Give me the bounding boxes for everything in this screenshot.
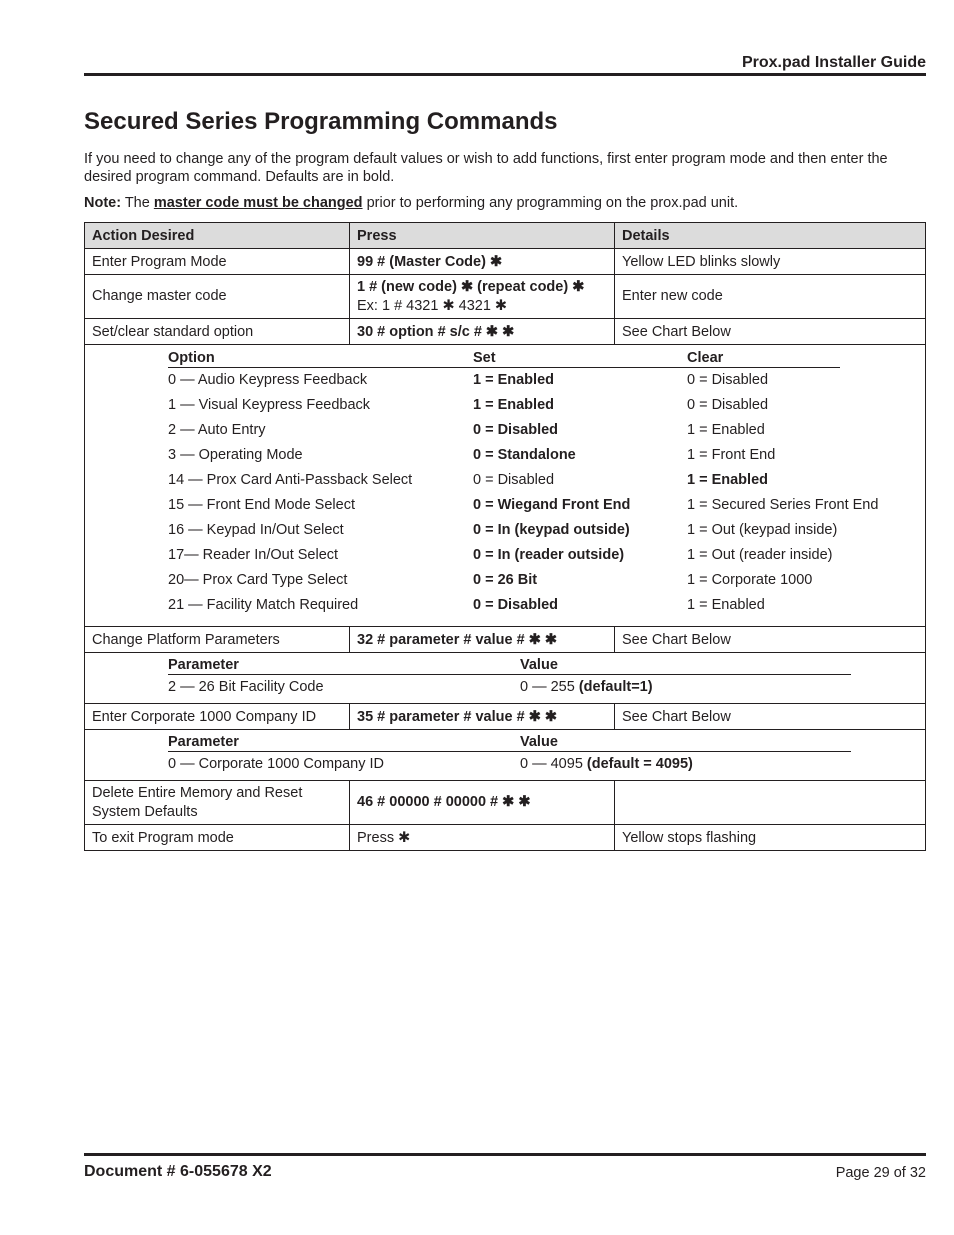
corporate-params-header — [92, 732, 918, 752]
corporate-param-row — [92, 752, 918, 777]
press-cell — [350, 825, 615, 851]
table-row — [85, 781, 926, 825]
press-cell: 32 # parameter # value # ✱ ✱ — [350, 627, 615, 653]
options-subtable-row — [85, 345, 926, 627]
details-cell — [615, 781, 926, 825]
action-cell: Enter Corporate 1000 Company ID — [85, 704, 350, 730]
details-cell: Yellow stops flashing — [615, 825, 926, 851]
press-cell — [350, 275, 615, 319]
option-set: 1 = Enabled — [473, 372, 554, 388]
header-title: Prox.pad Installer Guide — [741, 54, 926, 71]
footer-rule — [84, 1153, 926, 1156]
corporate-params — [92, 730, 918, 780]
option-rows — [92, 368, 918, 618]
option-clear: 1 = Secured Series Front End — [687, 497, 879, 513]
corporate-subtable-row — [85, 730, 926, 781]
option-clear: 0 = Disabled — [687, 372, 769, 388]
platform-params — [92, 653, 918, 703]
option-clear: 1 = Corporate 1000 — [687, 572, 813, 588]
table-row — [85, 275, 926, 319]
press-cell: 30 # option # s/c # ✱ ✱ — [350, 319, 615, 345]
press-cell: 35 # parameter # value # ✱ ✱ — [350, 704, 615, 730]
press-line: 1 # (new code) ✱ (repeat code) ✱ — [357, 278, 585, 295]
platform-value-plain: 0 — 255 — [520, 679, 579, 695]
option-row — [92, 443, 918, 468]
note-emphasis: master code must be changed — [153, 195, 363, 211]
option-row — [92, 543, 918, 568]
option-row — [92, 393, 918, 418]
details-cell: Yellow LED blinks slowly — [615, 249, 926, 275]
note-paragraph — [84, 194, 926, 212]
press-cell: 46 # 00000 # 00000 # ✱ ✱ — [350, 781, 615, 825]
details-cell: See Chart Below — [615, 704, 926, 730]
options-header — [92, 348, 918, 368]
table-row — [85, 825, 926, 851]
options-grid — [92, 345, 918, 626]
option-set: 1 = Enabled — [473, 397, 554, 413]
table-row — [85, 627, 926, 653]
option-set: 0 = Wiegand Front End — [473, 497, 631, 513]
footer-page-number: Page 29 of 32 — [835, 1165, 926, 1181]
option-name: 16 — Keypad In/Out Select — [168, 522, 344, 538]
note-post: prior to performing any programming on the prox.pad unit. — [362, 195, 739, 211]
options-header-clear: Clear — [687, 350, 724, 366]
option-row — [92, 418, 918, 443]
commands-table — [84, 222, 926, 851]
option-row — [92, 368, 918, 393]
option-clear: 1 = Enabled — [687, 597, 765, 613]
option-set: 0 = In (keypad outside) — [473, 522, 630, 538]
option-set: 0 = 26 Bit — [473, 572, 538, 588]
note-label: Note: — [84, 195, 122, 211]
corporate-value-default: (default = 4095) — [586, 756, 693, 772]
header-details: Details — [615, 223, 926, 249]
option-name: 14 — Prox Card Anti-Passback Select — [168, 472, 413, 488]
platform-value — [520, 675, 653, 700]
option-row — [92, 568, 918, 593]
option-clear: 1 = Enabled — [687, 422, 765, 438]
header-press: Press — [350, 223, 615, 249]
option-set: 0 = In (reader outside) — [473, 547, 625, 563]
option-name: 17— Reader In/Out Select — [168, 547, 339, 563]
table-row — [85, 249, 926, 275]
header-rule — [84, 73, 926, 76]
platform-param-row — [92, 675, 918, 700]
option-row — [92, 518, 918, 543]
action-line: Delete Entire Memory and Reset — [92, 784, 303, 801]
option-set: 0 = Disabled — [473, 597, 559, 613]
action-cell: Set/clear standard option — [85, 319, 350, 345]
press-cell: 99 # (Master Code) ✱ — [350, 249, 615, 275]
platform-param: 2 — 26 Bit Facility Code — [168, 679, 324, 695]
option-set: 0 = Disabled — [473, 422, 559, 438]
platform-subtable-row — [85, 653, 926, 704]
action-line: System Defaults — [92, 803, 198, 820]
details-cell: See Chart Below — [615, 319, 926, 345]
option-name: 15 — Front End Mode Select — [168, 497, 355, 513]
action-cell: Change Platform Parameters — [85, 627, 350, 653]
option-name: 2 — Auto Entry — [168, 422, 266, 438]
platform-header-parameter: Parameter — [168, 657, 239, 673]
press-text: Press ✱ — [357, 829, 411, 846]
option-row — [92, 468, 918, 493]
options-header-option: Option — [168, 350, 215, 366]
platform-header-value: Value — [520, 657, 558, 673]
intro-paragraph: If you need to change any of the program default values or wish to add functions, first enter program mode and then enter the desired program command. Defaults are in bold. — [84, 151, 888, 185]
options-header-set: Set — [473, 350, 496, 366]
action-cell: To exit Program mode — [85, 825, 350, 851]
platform-params-header — [92, 655, 918, 675]
option-name: 21 — Facility Match Required — [168, 597, 359, 613]
platform-value-default: (default=1) — [578, 679, 653, 695]
corporate-header-parameter: Parameter — [168, 734, 239, 750]
press-example: Ex: 1 # 4321 ✱ 4321 ✱ — [357, 297, 508, 314]
option-name: 1 — Visual Keypress Feedback — [168, 397, 371, 413]
option-clear: 1 = Out (keypad inside) — [687, 522, 838, 538]
option-row — [92, 493, 918, 518]
option-clear: 1 = Front End — [687, 447, 776, 463]
details-cell: See Chart Below — [615, 627, 926, 653]
header-action: Action Desired — [85, 223, 350, 249]
option-name: 20— Prox Card Type Select — [168, 572, 348, 588]
option-clear: 0 = Disabled — [687, 397, 769, 413]
option-clear: 1 = Enabled — [687, 472, 768, 488]
action-cell — [85, 781, 350, 825]
option-row — [92, 593, 918, 618]
action-cell: Change master code — [85, 275, 350, 319]
option-name: 0 — Audio Keypress Feedback — [168, 372, 368, 388]
option-clear: 1 = Out (reader inside) — [687, 547, 833, 563]
footer-document-number: Document # 6-055678 X2 — [84, 1163, 272, 1180]
details-cell: Enter new code — [615, 275, 926, 319]
page-title: Secured Series Programming Commands — [84, 108, 558, 135]
corporate-value-plain: 0 — 4095 — [520, 756, 587, 772]
option-set: 0 = Standalone — [473, 447, 576, 463]
table-row — [85, 704, 926, 730]
note-pre: The — [121, 195, 154, 211]
action-cell: Enter Program Mode — [85, 249, 350, 275]
corporate-param: 0 — Corporate 1000 Company ID — [168, 756, 384, 772]
option-set: 0 = Disabled — [473, 472, 555, 488]
corporate-header-value: Value — [520, 734, 558, 750]
table-row — [85, 319, 926, 345]
table-header-row — [85, 223, 926, 249]
option-name: 3 — Operating Mode — [168, 447, 303, 463]
corporate-value — [520, 752, 693, 777]
